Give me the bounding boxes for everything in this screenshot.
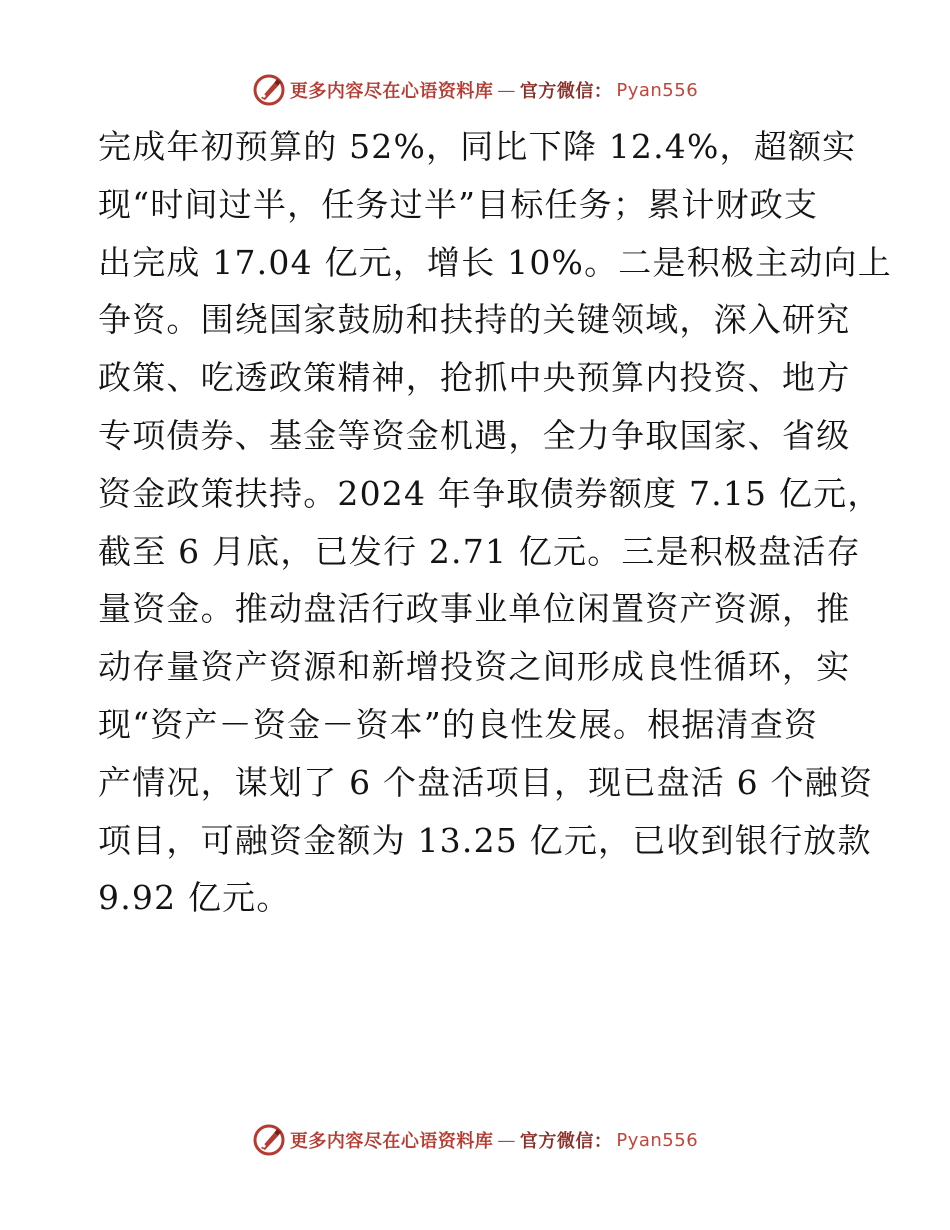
text-line: 出完成 17.04 亿元，增长 10%。二是积极主动向上 [98,242,892,282]
banner-wechat-id: Pyan556 [616,79,699,101]
pen-nib-logo-icon [252,73,286,107]
text-line: 资金政策扶持。2024 年争取债券额度 7.15 亿元， [98,473,882,513]
banner-main-text: 更多内容尽在心语资料库 [289,1131,494,1152]
banner-main-text: 更多内容尽在心语资料库 [289,81,494,102]
text-line: 争资。围绕国家鼓励和扶持的关键领域，深入研究 [98,300,851,340]
text-line: 截至 6 月底，已发行 2.71 亿元。三是积极盘活存 [98,531,861,571]
footer-watermark-banner [0,1120,950,1160]
banner-dash: — [497,79,516,101]
banner-content [252,73,698,107]
body-paragraph [98,118,892,927]
banner-content [252,1123,698,1157]
text-line: 项目，可融资金额为 13.25 亿元，已收到银行放款 [98,820,872,860]
text-line: 现“时间过半，任务过半”目标任务；累计财政支 [98,184,819,224]
text-line: 完成年初预算的 52%，同比下降 12.4%，超额实 [98,127,857,166]
text-line: 现“资产－资金－资本”的良性发展。根据清查资 [98,704,819,744]
text-line: 专项债券、基金等资金机遇，全力争取国家、省级 [98,415,851,455]
pen-nib-logo-icon [252,1123,286,1157]
banner-official-label: 官方微信： [519,81,613,102]
header-watermark-banner [0,70,950,110]
text-line: 政策、吃透政策精神，抢抓中央预算内投资、地方 [98,358,851,398]
banner-wechat-id: Pyan556 [616,1129,699,1151]
banner-dash: — [497,1129,516,1151]
text-line: 动存量资产资源和新增投资之间形成良性循环，实 [98,647,851,687]
text-line: 产情况，谋划了 6 个盘活项目，现已盘活 6 个融资 [98,762,874,802]
banner-official-label: 官方微信： [519,1131,613,1152]
text-line: 量资金。推动盘活行政事业单位闲置资产资源，推 [98,589,851,629]
text-line: 9.92 亿元。 [98,878,291,918]
